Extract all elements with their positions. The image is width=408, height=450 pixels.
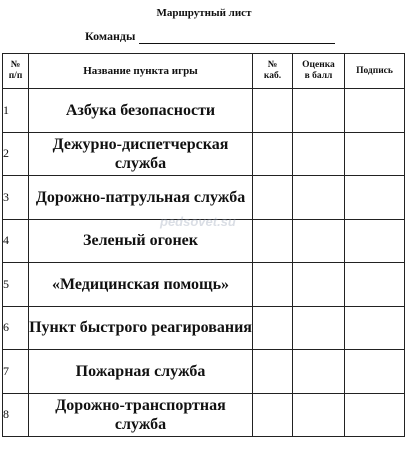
row-score-cell — [293, 219, 345, 263]
row-name: Азбука безопасности — [29, 89, 253, 133]
row-number: 6 — [3, 306, 29, 350]
header-name-label: Название пункта игры — [83, 64, 198, 77]
team-label: Команды — [85, 29, 136, 43]
row-signature-cell — [345, 393, 405, 437]
row-signature-cell — [345, 132, 405, 176]
row-score-cell — [293, 89, 345, 133]
row-name: Дежурно-диспетчерская служба — [29, 132, 253, 176]
row-number: 8 — [3, 393, 29, 437]
header-number — [3, 54, 29, 89]
header-score-label: Оценка в балл — [302, 60, 335, 81]
row-room-cell — [253, 263, 293, 307]
watermark: pedsovet.su — [160, 214, 236, 229]
row-room-cell — [253, 176, 293, 220]
row-score-cell — [293, 350, 345, 394]
row-room-cell — [253, 393, 293, 437]
table-row — [3, 263, 405, 307]
table-row — [3, 393, 405, 437]
row-signature-cell — [345, 219, 405, 263]
row-score-cell — [293, 132, 345, 176]
header-signature-label: Подпись — [356, 65, 393, 76]
row-signature-cell — [345, 263, 405, 307]
row-name: Пункт быстрого реагирования — [29, 306, 253, 350]
header-signature — [345, 54, 405, 89]
row-signature-cell — [345, 176, 405, 220]
row-number: 7 — [3, 350, 29, 394]
table-row — [3, 176, 405, 220]
table-row — [3, 89, 405, 133]
header-room — [253, 54, 293, 89]
row-number: 3 — [3, 176, 29, 220]
row-name: Зеленый огонек — [29, 219, 253, 263]
table-header-row — [3, 54, 405, 89]
table-row — [3, 219, 405, 263]
table-row — [3, 306, 405, 350]
header-score — [293, 54, 345, 89]
row-name: Пожарная служба — [29, 350, 253, 394]
row-score-cell — [293, 393, 345, 437]
row-name: «Медицинская помощь» — [29, 263, 253, 307]
table-row — [3, 132, 405, 176]
row-room-cell — [253, 350, 293, 394]
row-number: 2 — [3, 132, 29, 176]
row-name: Дорожно-патрульная служба — [29, 176, 253, 220]
header-room-label: № каб. — [263, 60, 282, 81]
row-signature-cell — [345, 350, 405, 394]
row-signature-cell — [345, 306, 405, 350]
row-room-cell — [253, 89, 293, 133]
table-row — [3, 350, 405, 394]
header-number-label: № п/п — [8, 60, 23, 81]
row-room-cell — [253, 306, 293, 350]
row-score-cell — [293, 306, 345, 350]
row-number: 1 — [3, 89, 29, 133]
page-title: Маршрутный лист — [156, 7, 252, 19]
row-room-cell — [253, 132, 293, 176]
row-room-cell — [253, 219, 293, 263]
row-signature-cell — [345, 89, 405, 133]
team-name-blank — [139, 31, 335, 44]
header-name — [29, 54, 253, 89]
row-score-cell — [293, 176, 345, 220]
row-number: 5 — [3, 263, 29, 307]
team-line — [85, 29, 335, 44]
row-name: Дорожно-транспортная служба — [29, 393, 253, 437]
route-table — [2, 53, 405, 437]
row-number: 4 — [3, 219, 29, 263]
row-score-cell — [293, 263, 345, 307]
